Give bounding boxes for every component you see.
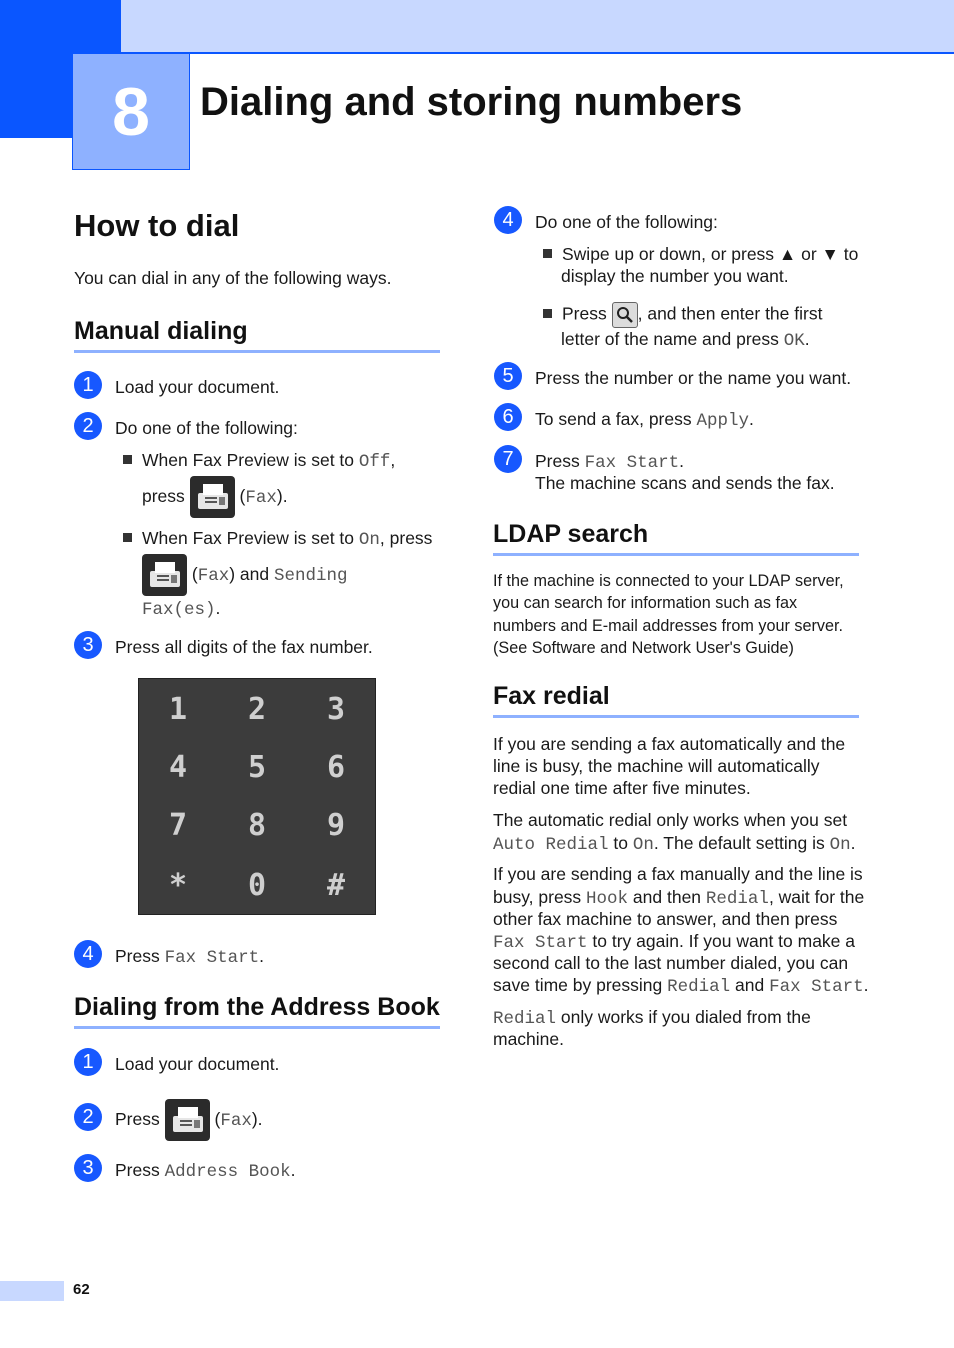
fax-icon[interactable] [165,1099,210,1141]
manual-step-2-bullet-2-cont: (Fax) and Sending [142,552,347,598]
manual-step-2-number: 2 [74,412,102,440]
keypad-key-7[interactable]: 7 [168,808,188,843]
keypad-key-1[interactable]: 1 [168,692,188,727]
keypad-key-6[interactable]: 6 [326,750,346,785]
manual-step-2-bullet-1-cont: press (Fax). [142,474,288,520]
manual-step-2-text: Do one of the following: [115,418,298,438]
right-step-5-number: 5 [494,362,522,390]
keypad-key-8[interactable]: 8 [247,808,267,843]
redial-p1-line-2: line is busy, the machine will automatically [493,756,820,776]
manual-dialing-rule [74,350,440,353]
right-step-7-text: Press Fax Start. [535,451,684,473]
ldap-line-2: you can search for information such as fax [493,594,798,612]
manual-step-4-number: 4 [74,940,102,968]
manual-step-2-bullet-2-end: Fax(es). [142,598,221,620]
right-step-4-bullet-1: Swipe up or down, or press ▲ or ▼ to [543,243,858,265]
page-tab [0,1281,64,1301]
fax-redial-rule [493,715,859,718]
keypad-key-3[interactable]: 3 [326,692,346,727]
keypad-key-hash[interactable]: # [326,868,346,903]
chapter-number-box [72,53,190,170]
address-step-2-number: 2 [74,1103,102,1131]
fax-icon[interactable] [190,476,235,518]
right-step-4-bullet-2: Press , and then enter the first [543,302,822,328]
right-step-5-text: Press the number or the name you want. [535,368,852,388]
ldap-line-3: numbers and E-mail addresses from your server. [493,617,843,635]
keypad-key-star[interactable]: * [168,868,188,903]
dial-keypad [138,678,376,915]
redial-p1-line-1: If you are sending a fax automatically and the [493,734,846,754]
redial-p3-line-4: Fax Start to try again. If you want to make a [493,931,856,953]
redial-p3-line-3: other fax machine to answer, and then press [493,909,838,929]
manual-step-4-text: Press Fax Start. [115,946,264,968]
manual-step-2-bullet-2: When Fax Preview is set to On, press [123,527,432,551]
header-light-band [121,0,954,54]
bullet-square [123,533,132,542]
how-to-dial-intro: You can dial in any of the following ways. [74,268,392,288]
redial-p4-line-2: machine. [493,1029,565,1049]
right-step-4-number: 4 [494,206,522,234]
fax-icon[interactable] [142,554,187,596]
bullet-square [123,455,132,464]
redial-p2-line-2: Auto Redial to On. The default setting is On. [493,833,856,855]
redial-p4-line-1: Redial only works if you dialed from the [493,1007,811,1029]
chapter-title: Dialing and storing numbers [200,80,743,124]
address-step-1-number: 1 [74,1048,102,1076]
address-book-rule [74,1026,440,1029]
bullet-square [543,309,552,318]
address-step-2-text: Press (Fax). [115,1097,263,1143]
heading-address-book: Dialing from the Address Book [74,993,440,1021]
manual-step-3-number: 3 [74,631,102,659]
redial-p3-line-6: save time by pressing Redial and Fax Start. [493,975,869,997]
manual-step-2-bullet-1: When Fax Preview is set to Off, [123,449,395,473]
redial-p1-line-3: redial one time after five minutes. [493,778,751,798]
right-step-4-text: Do one of the following: [535,212,718,232]
redial-p3-line-2: busy, press Hook and then Redial, wait for the [493,887,865,909]
ldap-line-4: (See Software and Network User's Guide) [493,639,794,657]
keypad-key-9[interactable]: 9 [326,808,346,843]
heading-manual-dialing: Manual dialing [74,317,248,345]
heading-how-to-dial: How to dial [74,208,240,243]
manual-step-3-text: Press all digits of the fax number. [115,637,373,657]
redial-p3-line-5: second call to the last number dialed, you can [493,953,849,973]
right-step-7-line2: The machine scans and sends the fax. [535,473,835,493]
chapter-number: 8 [112,73,150,150]
redial-p3-line-1: If you are sending a fax manually and the line is [493,864,863,884]
search-icon[interactable] [612,302,638,328]
page-number: 62 [73,1281,90,1298]
manual-step-1-text: Load your document. [115,377,280,397]
ldap-rule [493,553,859,556]
address-step-3-number: 3 [74,1154,102,1182]
redial-p2-line-1: The automatic redial only works when you set [493,810,848,830]
right-step-4-bullet-2-cont: letter of the name and press OK. [561,329,810,351]
right-step-4-bullet-1-cont: display the number you want. [561,266,789,286]
heading-fax-redial: Fax redial [493,682,610,710]
right-step-6-number: 6 [494,403,522,431]
keypad-key-4[interactable]: 4 [168,750,188,785]
right-step-7-number: 7 [494,445,522,473]
address-step-3-text: Press Address Book. [115,1160,296,1182]
address-step-1-text: Load your document. [115,1054,280,1074]
heading-ldap-search: LDAP search [493,520,649,548]
ldap-line-1: If the machine is connected to your LDAP server, [493,572,844,590]
right-step-6-text: To send a fax, press Apply. [535,409,754,431]
keypad-key-0[interactable]: 0 [247,868,267,903]
keypad-key-2[interactable]: 2 [247,692,267,727]
bullet-square [543,249,552,258]
manual-step-1-number: 1 [74,371,102,399]
keypad-key-5[interactable]: 5 [247,750,267,785]
